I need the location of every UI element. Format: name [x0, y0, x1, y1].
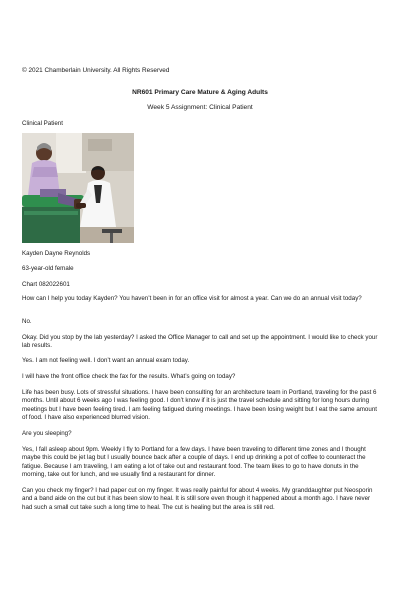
patient-age-sex: 63-year-old female: [22, 265, 74, 272]
assignment-title: Week 5 Assignment: Clinical Patient: [147, 104, 253, 111]
dialogue-paragraph: Are you sleeping?: [22, 430, 72, 437]
dialogue-paragraph: How can I help you today Kayden? You haven’t been in for an office visit for almost a year. Can we do an annual visit today?: [22, 295, 362, 302]
dialogue-paragraph: No.: [22, 318, 32, 325]
copyright-notice: © 2021 Chamberlain University. All Rights Reserved: [22, 67, 170, 74]
dialogue-paragraph: Okay. Did you stop by the lab yesterday? I asked the Office Manager to call and set up the appointment. I would like to check your lab results.: [22, 334, 378, 350]
dialogue-paragraph: Yes. I am not feeling well. I don’t want an annual exam today.: [22, 357, 190, 364]
dialogue-paragraph: I will have the front office check the fax for the results. What’s going on today?: [22, 373, 236, 380]
clinical-photo: [22, 133, 134, 243]
dialogue-paragraph: Can you check my finger? I had paper cut on my finger. It was really painful for about 4 weeks. My granddaughter put Neosporin and a band aide on the cut but it has been slow to heal. It is still sore even though it happened about a month ago. I have never had such a small cut take such a long time to heal. The cut is healing but the area is still red.: [22, 487, 373, 511]
patient-chart-number: Chart 082022601: [22, 281, 70, 288]
section-label: Clinical Patient: [22, 120, 63, 127]
dialogue-paragraph: Yes, I fall asleep about 9pm. Weekly I fly to Portland for a few days. I have been traveling to different time zones and I thought maybe this could be jet lag but I usually bounce back after a couple of days. I end up drinking a pot of coffee to counteract the fatigue. Because I am traveling, I am eating a lot of take out and restaurant food. The team likes to go to have donuts in the morning, take out for lunch, and we usually find a restaurant for dinner.: [22, 446, 366, 479]
dialogue-paragraph: Life has been busy. Lots of stressful situations. I have been consulting for an architecture team in Portland, traveling for the past 6 months. Until about 6 weeks ago I was feeling good. I don’t know if it is just the travel schedule and sitting for long hours during meetings but I have been feeling tired. I am feeling fatigued during meetings. I have been losing weight but I eat the same amount of food. I have also experienced blurred vision.: [22, 389, 377, 422]
patient-name: Kayden Dayne Reynolds: [22, 250, 91, 257]
course-title: NR601 Primary Care Mature & Aging Adults: [132, 89, 268, 96]
